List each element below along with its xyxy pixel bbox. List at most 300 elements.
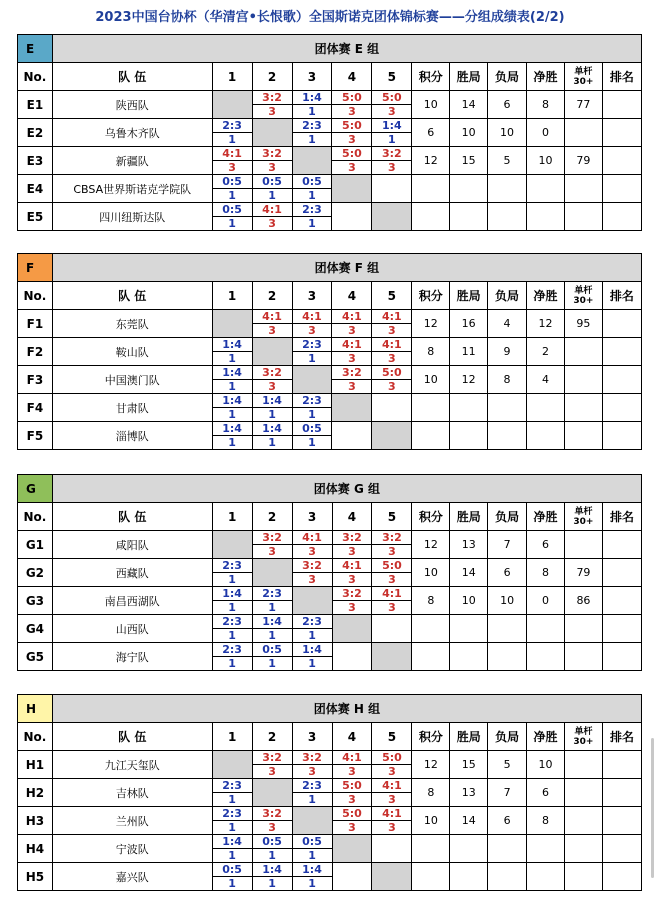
match-points: 3 [348, 821, 356, 834]
team-number: F3 [18, 366, 53, 394]
stat-rank [602, 310, 641, 338]
match-points: 3 [348, 573, 356, 586]
stat-points [412, 615, 450, 643]
column-header-team: 队 伍 [52, 63, 212, 91]
match-points: 3 [348, 352, 356, 365]
team-name: 乌鲁木齐队 [52, 119, 212, 147]
team-name: 九江天玺队 [52, 751, 212, 779]
match-result [332, 147, 371, 174]
match-result-cell [372, 147, 412, 175]
stat-points: 12 [412, 310, 450, 338]
match-result [293, 531, 332, 558]
team-number: H1 [18, 751, 53, 779]
match-result-cell [212, 119, 252, 147]
stat-net [527, 422, 565, 450]
match-points: 1 [388, 133, 396, 146]
match-score: 2:3 [293, 394, 332, 408]
match-result-cell [372, 91, 412, 119]
stat-points: 12 [412, 751, 450, 779]
match-points: 3 [348, 161, 356, 174]
column-header-c1: 1 [212, 723, 252, 751]
column-header-c4: 4 [332, 503, 372, 531]
group-title: 团体赛 H 组 [52, 695, 641, 723]
match-result-cell [292, 394, 332, 422]
team-number: H5 [18, 863, 53, 891]
match-score: 3:2 [333, 587, 372, 601]
match-score: 4:1 [333, 751, 372, 765]
empty-match-cell [332, 422, 372, 450]
column-headers [18, 503, 642, 531]
stat-net [527, 175, 565, 203]
match-points: 1 [308, 105, 316, 118]
match-result [332, 119, 371, 146]
match-score: 4:1 [332, 310, 371, 324]
column-header-c4: 4 [332, 723, 372, 751]
match-result-cell [252, 175, 292, 203]
match-result-cell [252, 615, 292, 643]
match-result-cell [212, 559, 252, 587]
stat-brk: 79 [565, 559, 603, 587]
match-result [372, 559, 411, 586]
self-match-cell [212, 310, 252, 338]
match-result [213, 559, 252, 586]
stat-brk [565, 779, 603, 807]
column-header-break-bot: 30+ [573, 76, 594, 87]
team-number: F1 [18, 310, 53, 338]
table-row [18, 147, 642, 175]
match-score: 1:4 [213, 338, 252, 352]
match-result [253, 587, 292, 614]
column-header-c2: 2 [252, 723, 292, 751]
match-result [332, 366, 371, 393]
match-points: 3 [348, 380, 356, 393]
stat-points: 6 [412, 119, 450, 147]
team-name: 宁波队 [52, 835, 212, 863]
match-result [372, 751, 411, 778]
column-header-break-bot: 30+ [573, 516, 594, 527]
table-row [18, 779, 642, 807]
stat-lost: 5 [488, 751, 527, 779]
match-score: 4:1 [372, 779, 411, 793]
team-name: 陕西队 [52, 91, 212, 119]
match-score: 0:5 [213, 863, 252, 877]
match-points: 3 [348, 133, 356, 146]
match-result-cell [332, 366, 372, 394]
match-result-cell [372, 559, 412, 587]
stat-points: 12 [412, 147, 450, 175]
match-points: 3 [388, 545, 396, 558]
stat-net [527, 863, 565, 891]
stat-points [412, 863, 450, 891]
match-score: 3:2 [333, 531, 372, 545]
column-header-team: 队 伍 [52, 723, 212, 751]
match-result [333, 751, 372, 778]
match-score: 3:2 [253, 751, 292, 765]
team-number: F2 [18, 338, 53, 366]
match-result [372, 587, 411, 614]
stat-rank [602, 203, 641, 231]
match-result-cell [332, 751, 372, 779]
match-result-cell [292, 779, 332, 807]
match-score: 1:4 [213, 366, 252, 380]
stat-rank [602, 91, 641, 119]
match-score: 2:3 [293, 615, 332, 629]
match-result-cell [212, 366, 252, 394]
match-points: 1 [228, 821, 236, 834]
table-row [18, 643, 642, 671]
team-name: 中国澳门队 [52, 366, 212, 394]
match-result-cell [372, 587, 412, 615]
match-points: 1 [268, 877, 276, 890]
match-result [213, 203, 252, 230]
stat-net [527, 615, 565, 643]
stat-rank [602, 394, 641, 422]
group-label: F [18, 254, 53, 282]
match-score: 1:4 [213, 422, 252, 436]
match-points: 3 [348, 105, 356, 118]
stat-rank [602, 587, 641, 615]
self-match-cell [332, 835, 372, 863]
match-result [293, 310, 332, 337]
table-row [18, 366, 642, 394]
match-result [372, 119, 411, 146]
stat-won [450, 203, 488, 231]
match-result [253, 394, 292, 421]
match-points: 1 [308, 352, 316, 365]
stat-won: 14 [450, 559, 488, 587]
stat-lost [488, 615, 527, 643]
match-result-cell [212, 147, 252, 175]
team-number: F4 [18, 394, 53, 422]
match-result-cell [252, 91, 292, 119]
match-result [333, 779, 372, 806]
match-points: 1 [268, 189, 276, 202]
stat-won: 16 [450, 310, 488, 338]
match-points: 1 [308, 133, 316, 146]
column-header-c4: 4 [332, 63, 372, 91]
match-result [293, 338, 332, 365]
column-headers [18, 723, 642, 751]
match-result-cell [292, 422, 332, 450]
self-match-cell [332, 615, 372, 643]
group-header [18, 254, 642, 282]
match-points: 1 [308, 408, 316, 421]
stat-rank [602, 175, 641, 203]
match-result-cell [252, 310, 292, 338]
match-score: 0:5 [293, 422, 332, 436]
column-header-c2: 2 [252, 503, 292, 531]
match-result [213, 394, 252, 421]
match-result [213, 835, 252, 862]
stat-won [450, 175, 488, 203]
match-score: 4:1 [293, 531, 332, 545]
scrollbar[interactable] [651, 738, 654, 878]
column-header-break-top: 单杆 [574, 66, 593, 77]
column-header-points: 积分 [412, 723, 450, 751]
match-points: 3 [268, 380, 276, 393]
match-points: 3 [268, 161, 276, 174]
group-table-f [17, 253, 642, 450]
stat-brk [565, 751, 603, 779]
match-points: 3 [268, 217, 276, 230]
group-label: E [18, 35, 53, 63]
match-result-cell [252, 147, 292, 175]
column-header-c5: 5 [372, 723, 412, 751]
stat-lost [488, 422, 527, 450]
self-match-cell [332, 175, 372, 203]
match-result [333, 531, 372, 558]
stat-won [450, 863, 488, 891]
group-label: H [18, 695, 53, 723]
match-points: 1 [268, 849, 276, 862]
team-name: 东莞队 [52, 310, 212, 338]
match-points: 3 [348, 545, 356, 558]
match-score: 2:3 [293, 119, 332, 133]
stat-won: 11 [450, 338, 488, 366]
match-result [293, 751, 332, 778]
stat-lost [488, 643, 527, 671]
table-row [18, 175, 642, 203]
match-result [213, 119, 252, 146]
match-points: 3 [268, 324, 276, 337]
match-result [332, 338, 371, 365]
column-header-net: 净胜 [527, 723, 565, 751]
match-result-cell [292, 119, 332, 147]
group-title: 团体赛 E 组 [52, 35, 641, 63]
self-match-cell [252, 559, 292, 587]
match-points: 3 [348, 793, 356, 806]
stat-net [527, 643, 565, 671]
team-name: 新疆队 [52, 147, 212, 175]
stat-brk [565, 807, 603, 835]
column-header-won: 胜局 [450, 503, 488, 531]
match-points: 1 [228, 849, 236, 862]
match-result [332, 310, 371, 337]
column-header-lost: 负局 [488, 63, 527, 91]
table-row [18, 119, 642, 147]
column-header-break-bot: 30+ [573, 295, 594, 306]
match-result-cell [212, 779, 252, 807]
match-score: 5:0 [332, 91, 371, 105]
match-result-cell [292, 615, 332, 643]
stat-won [450, 615, 488, 643]
stat-net: 10 [527, 751, 565, 779]
match-result-cell [332, 587, 372, 615]
self-match-cell [372, 643, 412, 671]
self-match-cell [292, 807, 332, 835]
match-points: 1 [268, 629, 276, 642]
page-title: 2023中国台协杯（华清宫•长恨歌）全国斯诺克团体锦标赛——分组成绩表(2/2) [95, 10, 565, 25]
match-result [333, 559, 372, 586]
match-score: 3:2 [253, 91, 292, 105]
match-result-cell [332, 119, 372, 147]
match-result [372, 366, 411, 393]
match-result-cell [252, 394, 292, 422]
match-score: 2:3 [253, 587, 292, 601]
match-result-cell [252, 643, 292, 671]
match-result-cell [252, 835, 292, 863]
table-row [18, 203, 642, 231]
column-header-no: No. [18, 282, 53, 310]
match-result [293, 203, 332, 230]
team-name: 淄博队 [52, 422, 212, 450]
match-result [253, 807, 292, 834]
self-match-cell [372, 203, 412, 231]
match-points: 3 [388, 105, 396, 118]
stat-lost [488, 203, 527, 231]
stat-rank [602, 643, 641, 671]
stat-won [450, 835, 488, 863]
match-result [213, 615, 252, 642]
match-points: 1 [228, 657, 236, 670]
match-score: 4:1 [332, 338, 371, 352]
stat-lost: 7 [488, 531, 527, 559]
match-score: 1:4 [213, 587, 252, 601]
stat-points: 8 [412, 587, 450, 615]
column-header-break-bot: 30+ [573, 736, 594, 747]
table-row [18, 863, 642, 891]
stat-points: 8 [412, 338, 450, 366]
stat-won [450, 643, 488, 671]
match-points: 3 [388, 765, 396, 778]
match-result-cell [212, 338, 252, 366]
match-points: 3 [268, 821, 276, 834]
match-result-cell [292, 91, 332, 119]
column-header-no: No. [18, 63, 53, 91]
match-score: 4:1 [372, 338, 411, 352]
match-result [293, 394, 332, 421]
stat-net [527, 835, 565, 863]
stat-brk [564, 366, 602, 394]
match-score: 2:3 [213, 559, 252, 573]
team-name: 甘肃队 [52, 394, 212, 422]
match-result [253, 751, 292, 778]
match-result-cell [252, 531, 292, 559]
stat-net [527, 394, 565, 422]
table-row [18, 338, 642, 366]
stat-net: 2 [527, 338, 565, 366]
stat-points [412, 422, 450, 450]
stat-won: 15 [450, 751, 488, 779]
team-number: H4 [18, 835, 53, 863]
match-score: 2:3 [293, 779, 332, 793]
match-result-cell [212, 175, 252, 203]
match-score: 5:0 [333, 779, 372, 793]
match-points: 1 [268, 408, 276, 421]
table-row [18, 835, 642, 863]
match-points: 1 [228, 601, 236, 614]
stat-net: 12 [527, 310, 565, 338]
table-row [18, 310, 642, 338]
match-result-cell [332, 559, 372, 587]
match-points: 1 [268, 657, 276, 670]
match-score: 1:4 [213, 835, 252, 849]
match-result-cell [212, 587, 252, 615]
stat-brk [565, 531, 603, 559]
column-header-won: 胜局 [450, 282, 488, 310]
stat-net: 8 [527, 91, 565, 119]
team-number: E2 [18, 119, 53, 147]
match-score: 4:1 [293, 310, 332, 324]
column-header-c5: 5 [372, 63, 412, 91]
column-header-points: 积分 [412, 282, 450, 310]
match-result-cell [252, 422, 292, 450]
match-score: 2:3 [293, 338, 332, 352]
match-result-cell [372, 119, 412, 147]
column-header-break-top: 单杆 [574, 726, 593, 737]
match-result-cell [212, 835, 252, 863]
match-result [293, 422, 332, 449]
column-header-break [564, 63, 602, 91]
match-result-cell [212, 863, 252, 891]
match-score: 1:4 [253, 863, 292, 877]
match-score: 5:0 [372, 91, 411, 105]
table-row [18, 559, 642, 587]
match-points: 3 [388, 573, 396, 586]
team-name: 四川纽斯达队 [52, 203, 212, 231]
column-header-rank: 排名 [602, 63, 641, 91]
match-result-cell [292, 863, 332, 891]
group-title: 团体赛 F 组 [52, 254, 641, 282]
team-name: 鞍山队 [52, 338, 212, 366]
match-result [333, 807, 372, 834]
match-result-cell [292, 559, 332, 587]
stat-won: 12 [450, 366, 488, 394]
team-name: CBSA世界斯诺克学院队 [52, 175, 212, 203]
column-header-c4: 4 [332, 282, 372, 310]
match-result-cell [372, 366, 412, 394]
match-score: 2:3 [213, 779, 252, 793]
column-header-no: No. [18, 503, 53, 531]
match-result-cell [252, 203, 292, 231]
column-header-rank: 排名 [602, 723, 641, 751]
self-match-cell [212, 91, 252, 119]
team-name: 吉林队 [52, 779, 212, 807]
column-header-won: 胜局 [450, 63, 488, 91]
stat-won: 15 [450, 147, 488, 175]
team-number: F5 [18, 422, 53, 450]
match-score: 0:5 [213, 175, 252, 189]
match-result-cell [252, 366, 292, 394]
group-label: G [18, 475, 53, 503]
team-name: 嘉兴队 [52, 863, 212, 891]
empty-match-cell [372, 175, 412, 203]
column-header-break [564, 282, 602, 310]
match-result [293, 559, 332, 586]
match-result-cell [212, 643, 252, 671]
match-points: 3 [388, 161, 396, 174]
column-header-rank: 排名 [602, 282, 641, 310]
match-points: 3 [348, 324, 356, 337]
match-score: 1:4 [213, 394, 252, 408]
self-match-cell [252, 119, 292, 147]
match-score: 0:5 [293, 175, 332, 189]
stat-brk: 77 [564, 91, 602, 119]
match-result [253, 863, 292, 890]
match-score: 1:4 [293, 863, 332, 877]
stat-lost: 10 [488, 587, 527, 615]
stat-rank [602, 559, 641, 587]
stat-brk [564, 175, 602, 203]
match-result-cell [292, 531, 332, 559]
column-header-net: 净胜 [527, 63, 565, 91]
match-points: 1 [308, 849, 316, 862]
match-result-cell [292, 751, 332, 779]
match-points: 3 [348, 601, 356, 614]
stat-lost: 6 [488, 807, 527, 835]
match-score: 0:5 [253, 175, 292, 189]
match-score: 3:2 [372, 147, 411, 161]
